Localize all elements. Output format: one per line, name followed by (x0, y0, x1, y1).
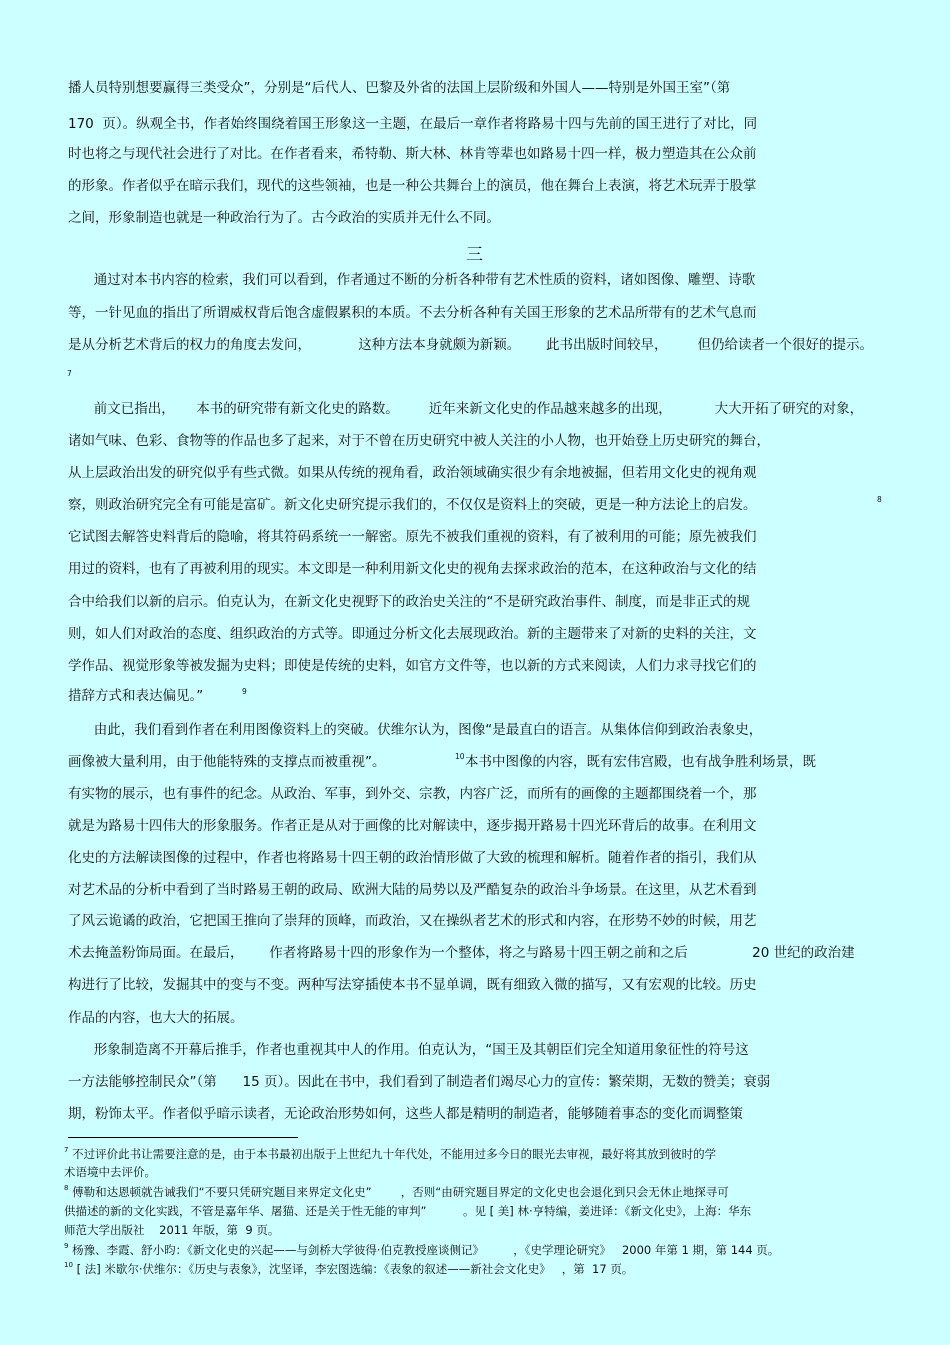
body-line: 学作品、视觉形象等被发掘为史料；即使是传统的史料，如官方文件等，也以新的方式来阅读，人们力求寻找它们的 (68, 658, 757, 674)
body-line: 对艺术品的分析中看到了当时路易王朝的政局、欧洲大陆的局势以及严酷复杂的政治斗争场景。在这里，从艺术看到 (68, 882, 757, 898)
footnote-mark: 9 (64, 1242, 69, 1250)
body-line: 之间，形象制造也就是一种政治行为了。古今政治的实质并无什么不同。 (68, 210, 500, 226)
footnote-line: 术语境中去评价。 (64, 1165, 156, 1179)
body-line: 播人员特别想要赢得三类受众”，分别是“后代人、巴黎及外省的法国上层阶级和外国人——特别是外国王室”（第 (68, 80, 731, 96)
footnote-marker: 8 (877, 495, 882, 504)
body-line: 由此，我们看到作者在利用图像资料上的突破。伏维尔认为，图像“是最直白的语言。从集体信仰到政治表象史， (68, 722, 763, 738)
body-line: 就是为路易十四伟大的形象服务。作者正是从对于画像的比对解读中，逐步揭开路易十四光环背后的故事。在利用文 (68, 818, 757, 834)
body-line: 措辞方式和表达偏见。” (68, 688, 204, 704)
body-line: 画像被大量利用，由于他能特殊的支撑点而被重视”。 (68, 754, 386, 770)
body-line: 化史的方法解读图像的过程中，作者也将路易十四王朝的政治情形做了大致的梳理和解析。随着作者的指引，我们从 (68, 850, 757, 866)
body-line: 170 页）。纵观全书，作者始终围绕着国王形象这一主题，在最后一章作者将路易十四与先前的国王进行了对比，同 (68, 116, 758, 132)
body-line: 则，如人们对政治的态度、组织政治的方式等。即通过分析文化去展现政治。新的主题带来了对新的史料的关注，文 (68, 626, 757, 642)
footnote-marker: 9 (242, 687, 247, 696)
footnote-text: 傅勒和达恩顿就告诫我们“不要只凭研究题目来界定文化史” ，否则“由研究题目界定的文化史也会退化到只会无休止地探寻可 (72, 1185, 729, 1199)
footnote-text: [ 法] 米歇尔·伏维尔：《历史与表象》，沈坚译，李宏图选编：《表象的叙述——新社会文化史》 ，第 17 页。 (76, 1262, 634, 1276)
footnote-mark: 7 (64, 1146, 69, 1154)
body-line: 它试图去解答史料背后的隐喻，将其符码系统一一解密。原先不被我们重视的资料，有了被利用的可能；原先被我们 (68, 529, 757, 545)
footnote-line: 师范大学出版社 2011 年版，第 9 页。 (64, 1223, 280, 1237)
body-line: 作品的内容，也大大的拓展。 (68, 1010, 244, 1026)
footnote-text: 不过评价此书让需要注意的是，由于本书最初出版于上世纪九十年代处，不能用过多今日的眼光去审视，最好将其放到彼时的学 (72, 1147, 717, 1161)
footnote-text: 杨豫、李霞、舒小昀：《新文化史的兴起——与剑桥大学彼得·伯克教授座谈侧记》 ，《史学理论研究》 2000 年第 1 期，第 144 页。 (72, 1243, 780, 1257)
body-line: 等，一针见血的指出了所谓威权背后饱含虚假累积的本质。不去分析各种有关国王形象的艺术品所带有的艺术气息而 (68, 305, 757, 321)
body-line: 通过对本书内容的检索，我们可以看到，作者通过不断的分析各种带有艺术性质的资料，诸如图像、雕塑、诗歌 (68, 272, 756, 288)
footnote-10 (64, 1262, 633, 1276)
footnote-mark: 10 (64, 1261, 73, 1269)
body-line: 有实物的展示，也有事件的纪念。从政治、军事，到外交、宗教，内容广泛，而所有的画像的主题都围绕着一个，那 (68, 786, 757, 802)
body-line: 察，则政治研究完全有可能是富矿。新文化史研究提示我们的，不仅仅是资料上的突破，更是一种方法论上的启发。 (68, 497, 757, 513)
section-heading: 三 (466, 245, 483, 265)
footnote-line: 供描述的新的文化实践，不管是嘉年华、屠猫、还是关于性无能的审判” 。见 [ 美] 林·亨特编，姜进译：《新文化史》，上海：华东 (64, 1204, 752, 1218)
body-line-tail: 本书中图像的内容，既有宏伟宫殿，也有战争胜利场景，既 (465, 754, 816, 770)
footnote-9 (64, 1243, 779, 1257)
footnote-8 (64, 1185, 729, 1199)
footnote-marker: 10 (455, 752, 465, 761)
footnote-7 (64, 1147, 716, 1161)
body-line: 的形象。作者似乎在暗示我们，现代的这些领袖，也是一种公共舞台上的演员，他在舞台上表演，将艺术玩弄于股掌 (68, 178, 757, 194)
body-line: 从上层政治出发的研究似乎有些式微。如果从传统的视角看，政治领域确实很少有余地被掘，但若用文化史的视角观 (68, 465, 757, 481)
body-line: 期，粉饰太平。作者似乎暗示读者，无论政治形势如何，这些人都是精明的制造者，能够随着事态的变化而调整策 (68, 1106, 743, 1122)
body-line: 一方法能够控制民众”（第 15 页）。因此在书中，我们看到了制造者们竭尽心力的宣传：繁荣期，无数的赞美；衰弱 (68, 1074, 771, 1090)
body-line: 时也将之与现代社会进行了对比。在作者看来，希特勒、斯大林、林肯等辈也如路易十四一样，极力塑造其在公众前 (68, 146, 757, 162)
body-line: 诸如气味、色彩、食物等的作品也多了起来，对于不曾在历史研究中被人关注的小人物，也开始登上历史研究的舞台， (68, 433, 770, 449)
footnote-divider (68, 1137, 298, 1138)
body-line: 术去掩盖粉饰局面。在最后， 作者将路易十四的形象作为一个整体，将之与路易十四王朝之前和之后 20 世纪的政治建 (68, 945, 855, 961)
footnote-mark: 8 (64, 1184, 69, 1192)
footnote-marker: 7 (67, 369, 72, 378)
body-line: 是从分析艺术背后的权力的角度去发问， 这种方法本身就颇为新颖。 此书出版时间较早， 但仍给读者一个很好的提示。 (68, 337, 873, 353)
body-line: 构进行了比较，发掘其中的变与不变。两种写法穿插使本书不显单调，既有细致入微的描写，又有宏观的比较。历史 (68, 977, 757, 993)
body-line: 合中给我们以新的启示。伯克认为，在新文化史视野下的政治史关注的“不是研究政治事件、制度，而是非正式的规 (68, 594, 750, 610)
body-line: 了风云诡谲的政治，它把国王推向了崇拜的顶峰，而政治，又在操纵者艺术的形式和内容，在形势不妙的时候，用艺 (68, 913, 757, 929)
body-line: 用过的资料，也有了再被利用的现实。本文即是一种利用新文化史的视角去探求政治的范本，在这种政治与文化的结 (68, 561, 757, 577)
body-line: 形象制造离不开幕后推手，作者也重视其中人的作用。伯克认为，“国王及其朝臣们完全知道用象征性的符号这 (68, 1042, 749, 1058)
body-line: 前文已指出， 本书的研究带有新文化史的路数。 近年来新文化史的作品越来越多的出现， 大大开拓了研究的对象， (68, 401, 864, 417)
